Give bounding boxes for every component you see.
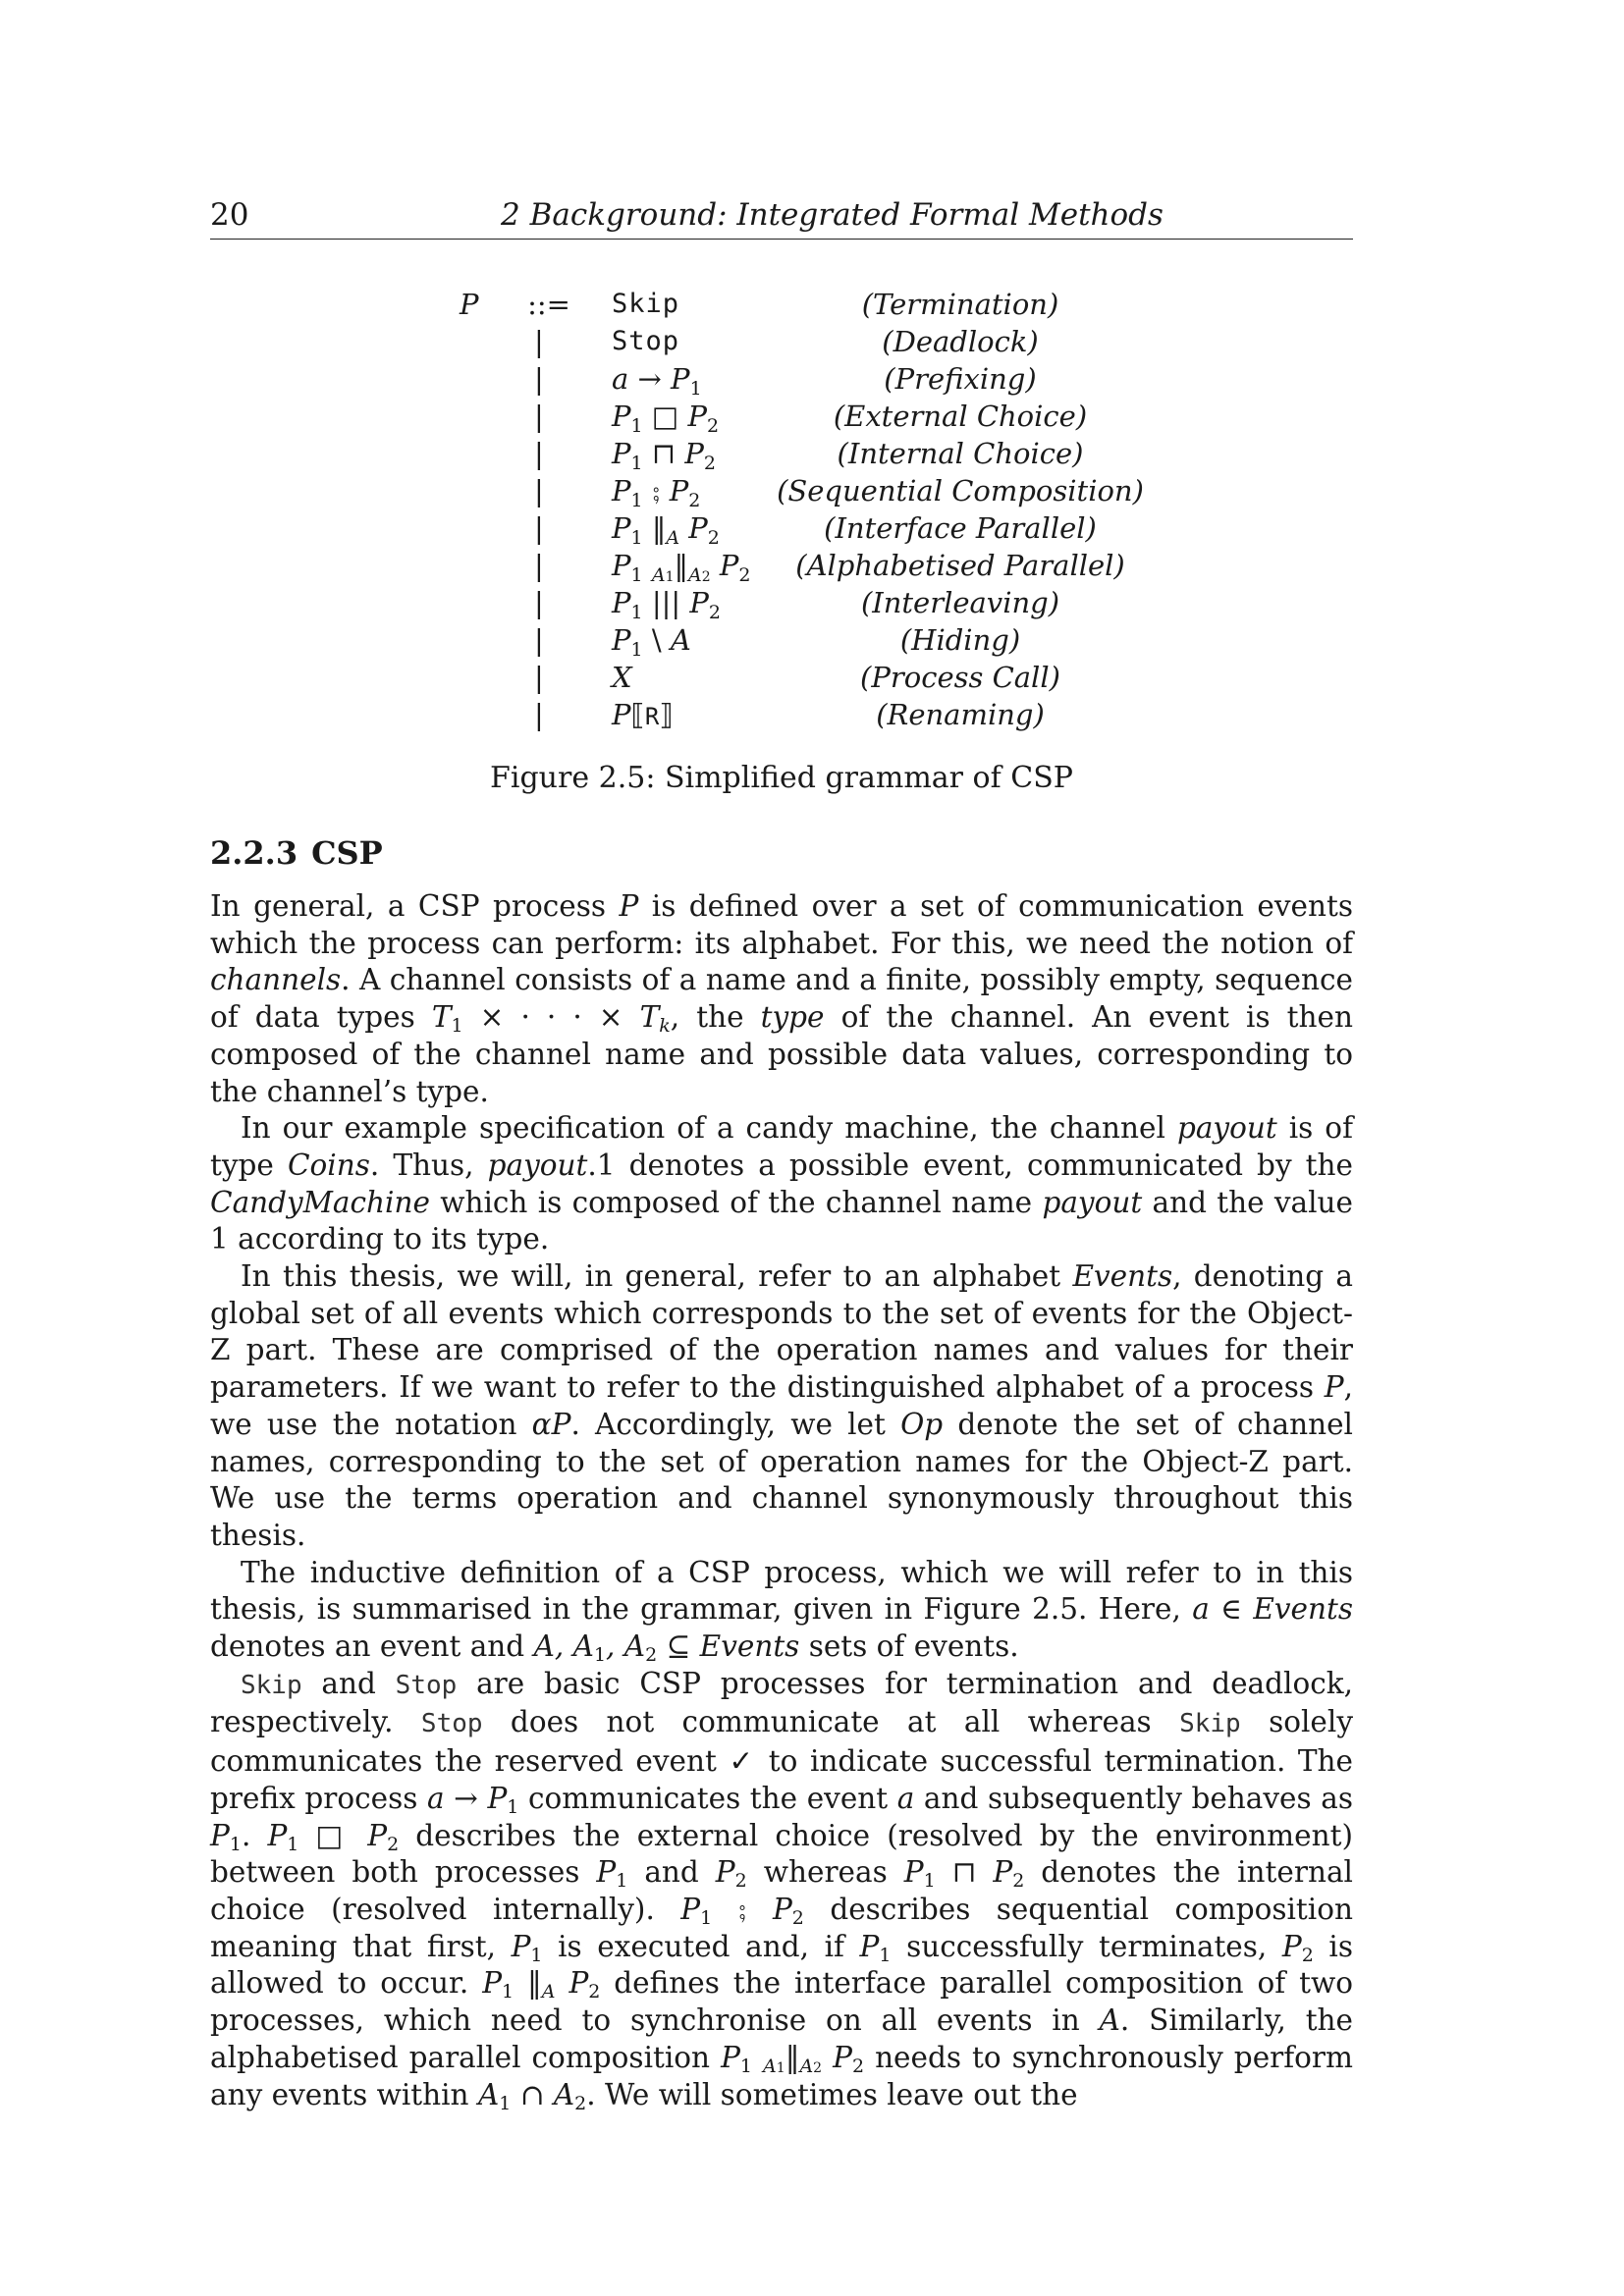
paragraph: In general, a CSP process P is defined over a set of communication events which the process can perform: its alphabet. For this, we need the notion of channels. A channel consists of a name and a finite, possibly empty, sequence of data types $T_1$ × · · · × $T_k$, the type of the channel. An event is then composed of the channel name and possible data values, corresponding to the channel’s type.: [210, 889, 1353, 1108]
grammar-bar: |: [534, 698, 544, 731]
grammar-bar: |: [534, 400, 544, 433]
production-process-call: X: [612, 661, 632, 694]
grammar-row: [460, 659, 1166, 696]
grammar-row: [460, 584, 1166, 621]
grammar-bar: |: [534, 623, 544, 657]
grammar-row: [460, 472, 1166, 509]
production-description: (Deadlock): [882, 325, 1039, 358]
production-description: (Sequential Composition): [777, 474, 1144, 507]
production-description: (Interface Parallel): [824, 511, 1097, 545]
production-description: (Termination): [861, 288, 1059, 321]
production-description: (Renaming): [876, 698, 1045, 731]
grammar-bar: |: [534, 661, 544, 694]
grammar-bar: |: [534, 362, 544, 396]
grammar-row: [460, 509, 1166, 547]
body-text: [210, 888, 1353, 2113]
production-prefix: $a \to P_1$: [612, 362, 702, 400]
section-number: 2.2.3: [210, 834, 298, 872]
grammar-row: [460, 323, 1166, 360]
grammar-bar: |: [534, 511, 544, 545]
production-interface-parallel: $P_1$ $‖_A$ $P_2$: [612, 511, 720, 549]
production-renaming: P⟦R⟧: [612, 698, 674, 731]
production-internal-choice: $P_1$ ⊓ $P_2$: [612, 437, 716, 474]
grammar-row: [460, 435, 1166, 472]
chapter-title: 2 Background: Integrated Formal Methods: [501, 197, 1164, 233]
running-header: [210, 191, 1353, 240]
production-stop: Stop: [612, 326, 680, 356]
grammar-row: [460, 696, 1166, 733]
section-title: CSP: [311, 834, 383, 872]
grammar-bar: |: [534, 586, 544, 619]
production-external-choice: $P_1$ □ $P_2$: [612, 400, 720, 437]
paragraph: In this thesis, we will, in general, refer to an alphabet Events, denoting a global set of all events which corresponds to the set of events for the Object-Z part. These are comprised of the operation names and values for their parameters. If we want to refer to the distinguished alphabet of a process P, we use the notation αP. Accordingly, we let Op denote the set of channel names, corresponding to the set of operation names for the Object-Z part. We use the terms operation and channel synonymously throughout this thesis.: [210, 1259, 1353, 1552]
production-description: (External Choice): [833, 400, 1088, 433]
grammar-row: [460, 547, 1166, 584]
paragraph: The inductive definition of a CSP process, which we will refer to in this thesis, is summarised in the grammar, given in Figure 2.5. Here, a ∈ Events denotes an event and A, $A_1$, $A_2$ ⊆ Events sets of events.: [210, 1555, 1353, 1667]
production-skip: Skip: [612, 289, 680, 319]
grammar-defines: ::=: [527, 288, 570, 321]
grammar-lhs: P: [460, 288, 479, 321]
page-number: 20: [210, 197, 249, 233]
grammar-row: [460, 621, 1166, 659]
grammar-bar: |: [534, 474, 544, 507]
production-description: (Interleaving): [860, 586, 1060, 619]
grammar-row: [460, 398, 1166, 435]
grammar-row: [460, 286, 1166, 323]
production-alphabetised-parallel: $P_1$ $_{A1}‖_{A2}$ $P_2$: [612, 549, 751, 586]
production-hiding: $P_1$ \ A: [612, 623, 691, 661]
page: [210, 191, 1354, 2114]
paragraph: Skip and Stop are basic CSP processes for termination and deadlock, respectively. Stop does not communicate at all whereas Skip solely communicates the reserved event ✓ to indicate successful termination. The prefix process $a \to P_1$ communicates the event a and subsequently behaves as $P_1$. $P_1$ □ $P_2$ describes the external choice (resolved by the environment) between both processes $P_1$ and $P_2$ whereas $P_1$ ⊓ $P_2$ denotes the internal choice (resolved internally). $P_1$ ⨟ $P_2$ describes sequential composition meaning that first, $P_1$ is executed and, if $P_1$ successfully terminates, $P_2$ is allowed to occur. $P_1$ $‖_A$ $P_2$ defines the interface parallel composition of two processes, which need to synchronise on all events in A. Similarly, the alphabetised parallel composition $P_1$ $_{A1}‖_{A2}$ $P_2$ needs to synchronously perform any events within $A_1$ ∩ $A_2$. We will sometimes leave out the: [210, 1666, 1354, 2114]
production-description: (Hiding): [899, 623, 1021, 657]
production-description: (Internal Choice): [837, 437, 1084, 470]
section-heading: [210, 834, 383, 872]
csp-grammar: [460, 286, 1166, 733]
production-description: (Alphabetised Parallel): [795, 549, 1125, 582]
production-sequential: $P_1$ ⨟ $P_2$: [612, 474, 701, 511]
paragraph: In our example specification of a candy machine, the channel payout is of type Coins. Thus, payout.1 denotes a possible event, communicated by the CandyMachine which is composed of the channel name payout and the value 1 according to its type.: [210, 1111, 1354, 1256]
production-description: (Process Call): [860, 661, 1060, 694]
grammar-bar: |: [534, 549, 544, 582]
grammar-bar: |: [534, 437, 544, 470]
figure-caption: Figure 2.5: Simplified grammar of CSP: [490, 761, 1073, 795]
production-description: (Prefixing): [884, 362, 1037, 396]
grammar-row: [460, 360, 1166, 398]
grammar-bar: |: [534, 325, 544, 358]
production-interleaving: $P_1$ ||| $P_2$: [612, 586, 721, 623]
